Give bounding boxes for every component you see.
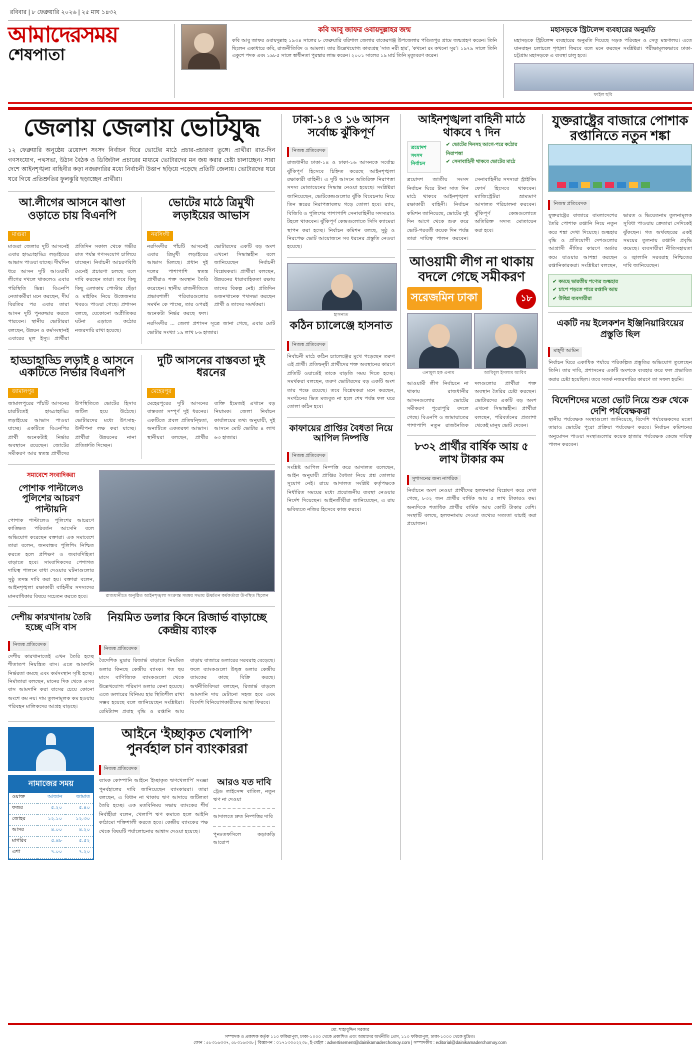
poet-headline: কবি আবু জাফর ওবায়দুল্লাহর জন্ম <box>318 27 411 34</box>
byline-hasnat: নিজস্ব প্রতিবেদক <box>287 341 328 351</box>
security-tick-1: ✔ ভোটের দিনসহ আগে-পরে কঠোর নিরাপত্তা <box>445 142 518 157</box>
sub-headline-1: আ.লীগের আসনে ঝাণ্ডা ওড়াতে চায় বিএনপি <box>18 197 126 222</box>
date-bar <box>8 6 692 21</box>
prayer-azan: ৭.০০ <box>37 848 65 859</box>
prayer-col-head-2: জামাত <box>65 793 93 804</box>
byline-dollar-reserve: নিজস্ব প্রতিবেদক <box>99 645 140 655</box>
headline-risky-seats: ঢাকা-১৪ ও ১৬ আসন সর্বোচ্চ ঝুঁকিপূর্ণ <box>292 113 390 139</box>
headline-hasnat: কঠিন চ্যালেঞ্জে হাসনাত <box>289 320 393 333</box>
prayer-name: ফজর <box>9 804 37 815</box>
lead-headline: জেলায় জেলায় ভোটযুদ্ধ <box>23 113 260 142</box>
table-row <box>9 826 93 837</box>
meeting-photo-caption: রাজধানীতে অনুষ্ঠিত আইনশৃঙ্খলা সংক্রান্ত সমন্বয় সভায় ঊর্ধ্বতন কর্মকর্তারা উপস্থিত ছিলেন <box>105 592 269 598</box>
logo-sub: শেষপাতা <box>8 47 65 64</box>
export-summary-box <box>548 274 692 308</box>
prayer-col-head-0: ওয়াক্ত <box>9 793 37 804</box>
prayer-jamat: ৫.৫২ <box>65 837 93 848</box>
byline-willful-defaulter: নিজস্ব প্রতিবেদক <box>99 765 140 775</box>
table-row <box>9 815 93 826</box>
sub-headline-4: দুটি আসনের বাস্তবতা দুই ধরনের <box>157 354 265 380</box>
security-tick-1-text: ভোটের দিনসহ আগে-পরে কঠোর নিরাপত্তা <box>445 142 518 157</box>
side-story-headline: মহাসড়কে স্ট্রিটলেন্স ব্যবহারের অনুমতি <box>550 27 656 34</box>
prayer-times-widget <box>8 775 94 860</box>
candidate-1-photo <box>407 313 472 369</box>
headline-observers: বিদেশিদের মতো ভোট নিয়ে শুরু থেকে দেশি পর্যবেক্ষকরা <box>552 395 689 416</box>
mosque-illustration <box>8 727 94 771</box>
table-row <box>9 804 93 815</box>
masthead-feature <box>174 24 504 98</box>
footer-imprint: সম্পাদক ও প্রকাশক কর্তৃক ১১০ ফকিরাপুল, ঢাকা-১০০০ থেকে প্রকাশিত এবং আমাদের অর্থনীতি প্রেস, ১১০ ফকিরাপুল, ঢাকা-১০০০ থেকে মুদ্রিত। <box>224 1033 476 1039</box>
headline-equation-changed: আওয়ামী লীগ না থাকায় বদলে গেছে সমীকরণ <box>409 253 534 284</box>
headline-law-enforcement: আইনশৃঙ্খলা বাহিনী মাঠে থাকবে ৭ দিন <box>418 113 526 139</box>
headline-police-behaviour: পোশাক পাল্টালেও পুলিশের আচরণ পাল্টায়নি <box>18 482 84 514</box>
column-dhaka-risk <box>281 114 401 860</box>
candidate-2-name: আবিবুল ইসলাম আবিব <box>483 370 527 376</box>
masthead-side-story <box>510 24 692 98</box>
candidate-2-photo <box>474 313 539 369</box>
headline-dollar-reserve: নিয়মিত ডলার কিনে রিজার্ভ বাড়াচ্ছে কেন্দ্রীয় ব্যাংক <box>107 612 267 637</box>
prayer-azan: ৫.৪৮ <box>37 837 65 848</box>
kicker-journalists: সমাবেশে সংবাদিকরা <box>26 472 76 479</box>
byline-election-engineering: মাহ্‌দী আমিন <box>548 347 581 357</box>
prayer-col-head-1: আজান <box>37 793 65 804</box>
headline-income: ৮৩২ প্রার্থীর বার্ষিক আয় ৫ লাখ টাকার কম <box>414 441 529 467</box>
byline-magura: মাগুরা <box>8 231 30 241</box>
sorejomin-label: সরেজমিন ঢাকা <box>410 292 478 305</box>
headline-appeal: কাফায়ের প্রাপ্তির বৈধতা নিয়ে আপিল নিষ্পত্তি <box>289 422 393 444</box>
security-tick-2: ✔ সেনাবাহিনী থাকবে ভোটের মাঠে <box>445 159 516 166</box>
demand-item: ট্রেড লাইসেন্স বাতিল, নতুন ঋণ না দেওয়া <box>213 788 276 803</box>
candidate-photos <box>407 313 537 376</box>
story-body-1: মাগুরা জেলার দুটি আসনেই এবার হাড্ডাহাড্ডি লড়াইয়ের আভাস পাওয়া যাচ্ছে। দীর্ঘদিন ধরে আসন দুটি আওয়ামী লীগের দখলে থাকলেও এবার পরিস্থিতি ভিন্ন। বিএনপি নেতাকর্মীরা মনে করছেন, দীর্ঘ বিরতির পর এবার তারা আসন দুটি পুনরুদ্ধার করতে পারবেন। স্থানীয় ভোটাররা বলছেন, উন্নয়ন ও কর্মসংস্থানই এবারের মূল ইস্যু। প্রার্থীরা প্রতিদিন সকাল থেকে গভীর রাত পর্যন্ত গণসংযোগ চালিয়ে যাচ্ছেন। নির্বাচনী আচরণবিধি মেনেই প্রচারণা চলছে বলে দাবি করছেন তারা। তবে কিছু কিছু এলাকায় পোস্টার ছেঁড়া ও মাইকিং নিয়ে উত্তেজনার খবরও পাওয়া গেছে। প্রশাসন বলছে, যেকোনো অপ্রীতিকর ঘটনা এড়াতে কঠোর নজরদারি রাখা হয়েছে। <box>8 243 137 343</box>
prayer-azan: ১২.১০ <box>37 815 65 826</box>
masthead <box>8 21 692 104</box>
body-equation-changed: আওয়ামী লীগ নির্বাচনে না থাকায় রাজধানীর আসনগুলোর ভোটের সমীকরণ পুরোপুরি বদলে গেছে। বিএনপি ও জামায়াতের পাশাপাশি নতুন রাজনৈতিক দলগুলোর প্রার্থীরা শক্ত অবস্থান তৈরির চেষ্টা করছেন। ভোটারদের একটি বড় অংশ এখনো সিদ্ধান্তহীন। প্রার্থীরা বলছেন, পরিবর্তনের প্রত্যাশা থেকেই মানুষ ভোট দেবেন। <box>406 380 537 429</box>
prayer-jamat: ৭.২০ <box>65 848 93 859</box>
headline-election-engineering: একটি নয় ইলেকশন ইঞ্জিনিয়ারিংয়ের প্রস্তুতি ছিল <box>556 318 684 339</box>
byline-income: সুশাসনের জন্য নাগরিক <box>407 475 461 485</box>
column-security <box>407 114 537 860</box>
export-tick-3-text: উদ্বিগ্ন ব্যবসায়ীরা <box>558 295 592 302</box>
logo-main: আমাদেরসময় <box>8 22 118 47</box>
date-text: রবিবার | ৮ ফেব্রুয়ারি ২০২৬ | ২৫ মাঘ ১৪৩২ <box>10 10 117 16</box>
byline-ac-bus: নিজস্ব প্রতিবেদক <box>8 641 49 651</box>
prayer-jamat: ১২.৩০ <box>65 815 93 826</box>
prayer-name: জোহর <box>9 815 37 826</box>
hasnat-photo-caption: হাসনাত <box>333 311 349 317</box>
export-tick-1-text: কমছে ভারতীয় পণ্যের শুল্কহার <box>558 278 618 285</box>
body-risky-seats: রাজধানীর ঢাকা-১৪ ও ঢাকা-১৬ আসনকে সর্বোচ্চ ঝুঁকিপূর্ণ হিসেবে চিহ্নিত করেছে আইনশৃঙ্খলা রক্ষাকারী বাহিনী। এ দুটি আসনে অতিরিক্ত নিরাপত্তা সদস্য মোতায়েনের সিদ্ধান্ত নেওয়া হয়েছে। সংশ্লিষ্টরা জানিয়েছেন, ভোটকেন্দ্রগুলোর ঝুঁকি বিবেচনায় নিয়ে তিন স্তরের নিরাপত্তাবলয় গড়ে তোলা হবে। র‍্যাব, বিজিবি ও পুলিশের পাশাপাশি সেনাবাহিনীর সদস্যরাও টহলে থাকবেন। ঝুঁকিপূর্ণ কেন্দ্রগুলোতে সিসি ক্যামেরা স্থাপন করা হচ্ছে। নির্বাচন কমিশন বলছে, সুষ্ঠু ও নিরপেক্ষ ভোট আয়োজনে সব ধরনের প্রস্তুতি নেওয়া হয়েছে। <box>287 160 395 251</box>
sorejomin-brand <box>407 287 482 310</box>
poet-text: কবি আবু জাফর ওবায়দুল্লাহ ১৯৩৪ সালের ৮ ফেব্রুয়ারি বরিশাল জেলার বাকেরগঞ্জ উপজেলার পণ্ডিতপুর গ্রামে জন্মগ্রহণ করেন। তিনি ছিলেন একাধারে কবি, রাজনীতিবিদ ও আমলা। তার উল্লেখযোগ্য কাব্যগ্রন্থ ‘সাত নরী হার’, ‘কখনো রং কখনো সুর’। ১৯৭৯ সালে তিনি একুশে পদক এবং ১৯৮৫ সালে স্বাধীনতা পুরস্কার লাভ করেন। ২০০১ সালের ১৯ মার্চ তিনি মৃত্যুবরণ করেন। <box>232 38 497 59</box>
story-note-2: নরসিংদীর ... জেলা প্রশাসন সূত্রে জানা গেছে, এবার মোট ভোটার সংখ্যা ১৯ লাখ ৮৬ হাজার। <box>147 321 276 336</box>
side-story-caption: ফাইল ছবি <box>593 91 613 97</box>
body-ac-bus: দেশীয় কারখানাতেই এখন তৈরি হচ্ছে শীতাতপ নিয়ন্ত্রিত বাস। এতে আমদানি নির্ভরতা কমছে এবং কর্মসংস্থান সৃষ্টি হচ্ছে। নির্মাতারা বলছেন, মানের দিক থেকে এসব বাস আমদানি করা বাসের চেয়ে কোনো অংশে কম নয়। দাম তুলনামূলক কম হওয়ায় পরিবহন মালিকদের আগ্রহ বাড়ছে। <box>8 653 94 711</box>
body-police-behaviour: পোশাক পাল্টালেও পুলিশের আচরণে কাঙ্ক্ষিত পরিবর্তন আসেনি বলে অভিযোগ করেছেন বক্তারা। এক সমাবেশে তারা বলেন, জনবান্ধব পুলিশিং নিশ্চিত করতে হলে প্রশিক্ষণ ও জবাবদিহিতা বাড়াতে হবে। সাংবাদিকদের পেশাগত দায়িত্ব পালনে বাধা দেওয়ার ঘটনাগুলোর সুষ্ঠু তদন্ত দাবি করা হয়। বক্তারা বলেন, আইনশৃঙ্খলা রক্ষাকারী বাহিনীর সদস্যদের মানবাধিকার বিষয়ে সচেতন করতে হবে। <box>8 517 94 600</box>
side-story-text: মহাসড়কে স্ট্রিটলেন্স ব্যবহারের অনুমতি দিয়েছে সড়ক পরিবহন ও সেতু মন্ত্রণালয়। এতে যানবাহন চলাচলে শৃঙ্খলা ফিরবে বলে মনে করছেন সংশ্লিষ্টরা। পরীক্ষামূলকভাবে ঢাকা-চট্টগ্রাম মহাসড়কে এ ব্যবস্থা চালু হবে। <box>514 38 692 59</box>
export-tick-2: ✔ চাপে পড়তে পারে রপ্তানি আয় <box>552 287 618 294</box>
byline-jamalpur: জামালপুর <box>8 388 38 398</box>
body-election-engineering: নির্বাচন ঘিরে একাধিক পর্যায়ে পরিকল্পিত প্রস্তুতির অভিযোগ তুলেছেন তিনি। তার দাবি, প্রশাসনের একটি অংশকে ব্যবহার করে ফল প্রভাবিত করার চেষ্টা হয়েছিল। তবে সতর্ক নজরদারির কারণে তা সফল হয়নি। <box>548 359 692 383</box>
prayer-azan: ৫.২০ <box>37 804 65 815</box>
election-badge <box>407 141 441 173</box>
byline-narsingdi: নরসিংদী <box>147 231 173 241</box>
port-containers-photo <box>548 144 692 192</box>
column-lead <box>8 114 275 860</box>
headline-ac-bus: দেশীয় কারখানায় তৈরি হচ্ছে এসি বাস <box>10 612 92 633</box>
export-tick-2-text: চাপে পড়তে পারে রপ্তানি আয় <box>558 287 618 294</box>
body-export-risk: যুক্তরাষ্ট্রের বাজারে বাংলাদেশের তৈরি পোশাক রপ্তানি নিয়ে নতুন করে শঙ্কা দেখা দিয়েছে। শুল্কহার বৃদ্ধি ও প্রতিযোগী দেশগুলোর আগ্রাসী নীতির কারণে অর্ডার কমে যাওয়ার আশঙ্কা করছেন রপ্তানিকারকরা। সংশ্লিষ্টরা বলছেন, ভারত ও ভিয়েতনাম তুলনামূলক সুবিধা পাওয়ায় ক্রেতারা সেদিকেই ঝুঁকছেন। গত অর্থবছরের একই সময়ের তুলনায় রপ্তানি প্রবৃদ্ধি কমেছে। ব্যবসায়ীরা নীতিসহায়তা ও জ্বালানি সরবরাহ নিশ্চিতের দাবি জানিয়েছেন। <box>548 212 692 270</box>
demand-item: আদালতে দ্রুত নিষ্পত্তির দাবি <box>213 814 273 821</box>
prayer-name: আসর <box>9 826 37 837</box>
demands-title: আরও যত দাবি <box>217 777 272 788</box>
byline-meherpur: মেহেরপুর <box>147 388 175 398</box>
headline-willful-defaulter: আইনে ‘ইচ্ছাকৃত খেলাপি’ পুনর্বহাল চান ব্যাংকাররা <box>121 726 253 757</box>
body-hasnat: নির্বাচনী মাঠে কঠিন চ্যালেঞ্জের মুখে পড়েছেন তরুণ এই প্রার্থী। প্রতিদ্বন্দ্বী প্রার্থীদের শক্ত অবস্থানের কারণে প্রতিটি ওয়ার্ডেই তাকে বাড়তি সময় দিতে হচ্ছে। সমর্থকরা বলছেন, তরুণ ভোটারদের বড় একটি অংশ তার পক্ষে রয়েছে। তবে বিশ্লেষকরা মনে করছেন, সংগঠনের ভিত মজবুত না হলে শেষ পর্যন্ত ফল ঘরে তোলা কঠিন হবে। <box>287 353 395 411</box>
export-tick-3: ✔ উদ্বিগ্ন ব্যবসায়ীরা <box>552 295 592 302</box>
security-tick-2-text: সেনাবাহিনী থাকবে ভোটের মাঠে <box>452 159 516 166</box>
prayer-azan: ৪.০০ <box>37 826 65 837</box>
table-row <box>9 848 93 859</box>
footer-contact: ফোন : ৫৮৩১৬৩৩৭, ৫৮৩১৬৩৩৮ | বিজ্ঞাপন : ০১৭১৩০৫২২৩৮, ই-মেইল : advertisement@dainikamaderchomoy.com | সম্পাদকীয় : editorial@dainikamaderchomoy.com <box>193 1040 507 1046</box>
lead-paragraph: ১২ ফেব্রুয়ারি অনুষ্ঠেয় ত্রয়োদশ সংসদ নির্বাচন ঘিরে ভোটের মাঠে প্রচার-প্রচারণা তুঙ্গে। প্রার্থীরা রাত-দিন গণসংযোগ, পথসভা, উঠান বৈঠক ও ডিজিটাল প্রচারের মাধ্যমে ভোটারদের মন জয় করার চেষ্টা চালাচ্ছেন। সারা দেশে আইনশৃঙ্খলা বাহিনীর কড়া নজরদারির মধ্যে নির্বাচনী উত্তাপ ছড়িয়ে পড়েছে প্রতিটি জেলায়। ভোটারদের ঘরে ঘরে গিয়ে প্রতিশ্রুতির ফুলঝুরি ছড়াচ্ছেন প্রার্থীরা। <box>8 147 276 184</box>
byline-export-risk: নিজস্ব প্রতিবেদক <box>548 200 589 210</box>
body-dollar-reserve: বৈদেশিক মুদ্রার রিজার্ভ বাড়াতে নিয়মিত ডলার কিনছে কেন্দ্রীয় ব্যাংক। গত ছয় মাসে বাণিজ্যিক ব্যাংকগুলো থেকে উল্লেখযোগ্য পরিমাণ ডলার কেনা হয়েছে। এতে ডলারের বিনিময় হার স্থিতিশীল রাখা সম্ভব হয়েছে বলে জানিয়েছেন সংশ্লিষ্টরা। রেমিট্যান্স প্রবাহ বৃদ্ধি ও রপ্তানি আয় বাড়ায় বাজারে ডলারের সরবরাহ বেড়েছে। ফলে ব্যাংকগুলো উদ্বৃত্ত ডলার কেন্দ্রীয় ব্যাংকের কাছে বিক্রি করছে। অর্থনীতিবিদরা বলছেন, রিজার্ভ বাড়লে আমদানি দায় মেটানো সহজ হবে এবং বিদেশি বিনিয়োগকারীদের আস্থা ফিরবে। <box>99 658 276 715</box>
meeting-photo <box>99 470 275 592</box>
logo[interactable] <box>8 24 168 98</box>
election-badge-label: ত্রয়োদশ সংসদ নির্বাচন <box>410 145 427 168</box>
table-row <box>9 837 93 848</box>
poet-portrait-photo <box>181 24 227 70</box>
prayer-jamat: ৪.২০ <box>65 826 93 837</box>
story-body-3: জামালপুরের পাঁচটি আসনের চারটিতেই হাড্ডাহাড্ডি লড়াইয়ের আভাস পাওয়া যাচ্ছে। একটিতে বিএনপির প্রার্থী অনেকটাই নির্ভার অবস্থানে রয়েছেন। জোটের সমীকরণ আর স্বতন্ত্র প্রার্থীদের উপস্থিতিতে ভোটের হিসাব জটিল হয়ে উঠেছে। ভোটারদের মধ্যে উৎসাহ-উদ্দীপনা লক্ষ করা যাচ্ছে। প্রার্থীরা উন্নয়নের নানা প্রতিশ্রুতি দিচ্ছেন। <box>8 400 137 458</box>
demand-item: পুনঃতফসিলে কড়াকড়ি আরোপ <box>213 831 276 847</box>
prayer-name: মাগরিব <box>9 837 37 848</box>
masthead-divider <box>8 107 692 110</box>
candidate-1-name: এনামুল হক এনাম <box>422 370 455 376</box>
body-income: নির্বাচনে অংশ নেওয়া প্রার্থীদের হলফনামা বিশ্লেষণ করে দেখা গেছে, ৮৩২ জন প্রার্থীর বার্ষিক আয় ৫ লাখ টাকারও কম। অন্যদিকে শতাধিক প্রার্থীর বার্ষিক আয় কোটি টাকার বেশি। সংস্থাটি বলছে, হলফনামায় দেওয়া তথ্যের সত্যতা যাচাই করা প্রয়োজন। <box>406 487 537 528</box>
prayer-times-title: নামাজের সময় <box>9 776 93 793</box>
byline-risky-seats: নিজস্ব প্রতিবেদক <box>287 147 328 157</box>
footer-editor: মো. শাহাবুদ্দিন সরকার <box>330 1027 370 1033</box>
sub-headline-2: ভোটের মাঠে ত্রিমুখী লড়াইয়ের আভাস <box>168 197 254 222</box>
body-appeal: সংশ্লিষ্ট আপিল নিষ্পত্তি করে আদালত বলেছেন, আইন অনুযায়ী প্রাপ্তির বৈধতা নিয়ে প্রশ্ন তোলার সুযোগ নেই। রায়ে আদালত সংশ্লিষ্ট কর্তৃপক্ষকে নির্ধারিত সময়ের মধ্যে প্রয়োজনীয় ব্যবস্থা নেওয়ার নির্দেশ দিয়েছেন। আইনজীবীরা জানিয়েছেন, এ রায় ভবিষ্যতে নজির হিসেবে কাজ করবে। <box>287 464 395 513</box>
byline-appeal: নিজস্ব প্রতিবেদক <box>287 452 328 462</box>
export-tick-1: ✔ কমছে ভারতীয় পণ্যের শুল্কহার <box>552 278 618 285</box>
page-number-badge: ১৮ <box>516 289 536 309</box>
body-willful-defaulter: ব্যাংক কোম্পানি আইনে ‘ইচ্ছাকৃত ঋণখেলাপি’ সংজ্ঞা পুনর্বহালের দাবি জানিয়েছেন ব্যাংকাররা। তারা বলছেন, এ বিধান না থাকায় ঋণ আদায়ে জটিলতা তৈরি হচ্ছে। এক মতবিনিময় সভায় ব্যাংকের শীর্ষ নির্বাহীরা বলেন, খেলাপি ঋণ কমাতে হলে আইনি কাঠামো শক্তিশালী করতে হবে। কেন্দ্রীয় ব্যাংকের পক্ষ থেকে বিষয়টি পর্যালোচনার আশ্বাস দেওয়া হয়েছে। <box>99 778 209 835</box>
body-law-enforcement: ত্রয়োদশ জাতীয় সংসদ নির্বাচন ঘিরে টানা সাত দিন মাঠে থাকবে আইনশৃঙ্খলা রক্ষাকারী বাহিনী। নির্বাচন কমিশন জানিয়েছে, ভোটের দুই দিন আগে থেকে শুরু করে ভোট-পরবর্তী কয়েক দিন পর্যন্ত তারা দায়িত্ব পালন করবেন। সেনাবাহিনীর সদস্যরা স্ট্রাইকিং ফোর্স হিসেবে থাকবেন। ম্যাজিস্ট্রেটরা ভ্রাম্যমাণ আদালত পরিচালনা করবেন। ঝুঁকিপূর্ণ কেন্দ্রগুলোতে অতিরিক্ত সদস্য মোতায়েন করা হবে। <box>406 177 537 243</box>
headline-export-risk: যুক্তরাষ্ট্রের বাজারে পোশাক রপ্তানিতে নতুন শঙ্কা <box>552 112 689 143</box>
sub-headline-3: হাড্ডাহাড্ডি লড়াই ৪ আসনে একটিতে নির্ভার বিএনপি <box>10 354 134 380</box>
story-body-4: মেহেরপুরের দুটি আসনের বাস্তবতা সম্পূর্ণ দুই ধরনের। একটিতে প্রবল প্রতিদ্বন্দ্বিতা, অন্যটিতে একতরফা আভাস। স্থানীয়রা বলছেন, প্রার্থীর ব্যক্তি ইমেজই এখানে বড় নিয়ামক। জেলা নির্বাচন কার্যালয়ের তথ্য অনুযায়ী, দুই আসনে মোট ভোটার ৪ লাখ ৬৩ হাজার। <box>147 400 276 441</box>
content-grid <box>8 114 692 860</box>
prayer-jamat: ৫.৪০ <box>65 804 93 815</box>
hasnat-photo <box>287 263 397 311</box>
column-export <box>542 114 692 860</box>
side-story-photo <box>514 63 694 91</box>
body-observers: স্থানীয় পর্যবেক্ষক সংস্থাগুলো জানিয়েছে, বিদেশি পর্যবেক্ষকদের মতো তারাও ভোটের পুরো প্রক্রিয়া পর্যবেক্ষণ করবে। নির্বাচন কমিশনের অনুমোদন পাওয়া সংস্থাগুলোর কয়েক হাজার পর্যবেক্ষক কেন্দ্রে দায়িত্ব পালন করবেন। <box>548 416 692 449</box>
page-footer <box>8 1023 692 1047</box>
story-body-2: নরসিংদীর পাঁচটি আসনেই এবার ত্রিমুখী লড়াইয়ের আভাস মিলছে। প্রধান দুই দলের পাশাপাশি স্বতন্ত্র প্রার্থীরাও শক্ত অবস্থান তৈরি করেছেন। স্থানীয় রাজনীতিতে প্রভাবশালী পরিবারগুলোর সমর্থন কে পাচ্ছে, তার ওপরই অনেকটা নির্ভর করছে ফল। ভোটারদের একটি বড় অংশ এখনো সিদ্ধান্তহীন বলে জানিয়েছেন নির্বাচনী বিশ্লেষকরা। প্রার্থীরা বলছেন, উন্নয়নের ধারাবাহিকতা রক্ষায় তাদের বিকল্প নেই। প্রতিদিন ডজনখানেক পথসভা করছেন প্রার্থী ও তাদের সমর্থকরা। <box>147 243 276 317</box>
prayer-name: এশা <box>9 848 37 859</box>
